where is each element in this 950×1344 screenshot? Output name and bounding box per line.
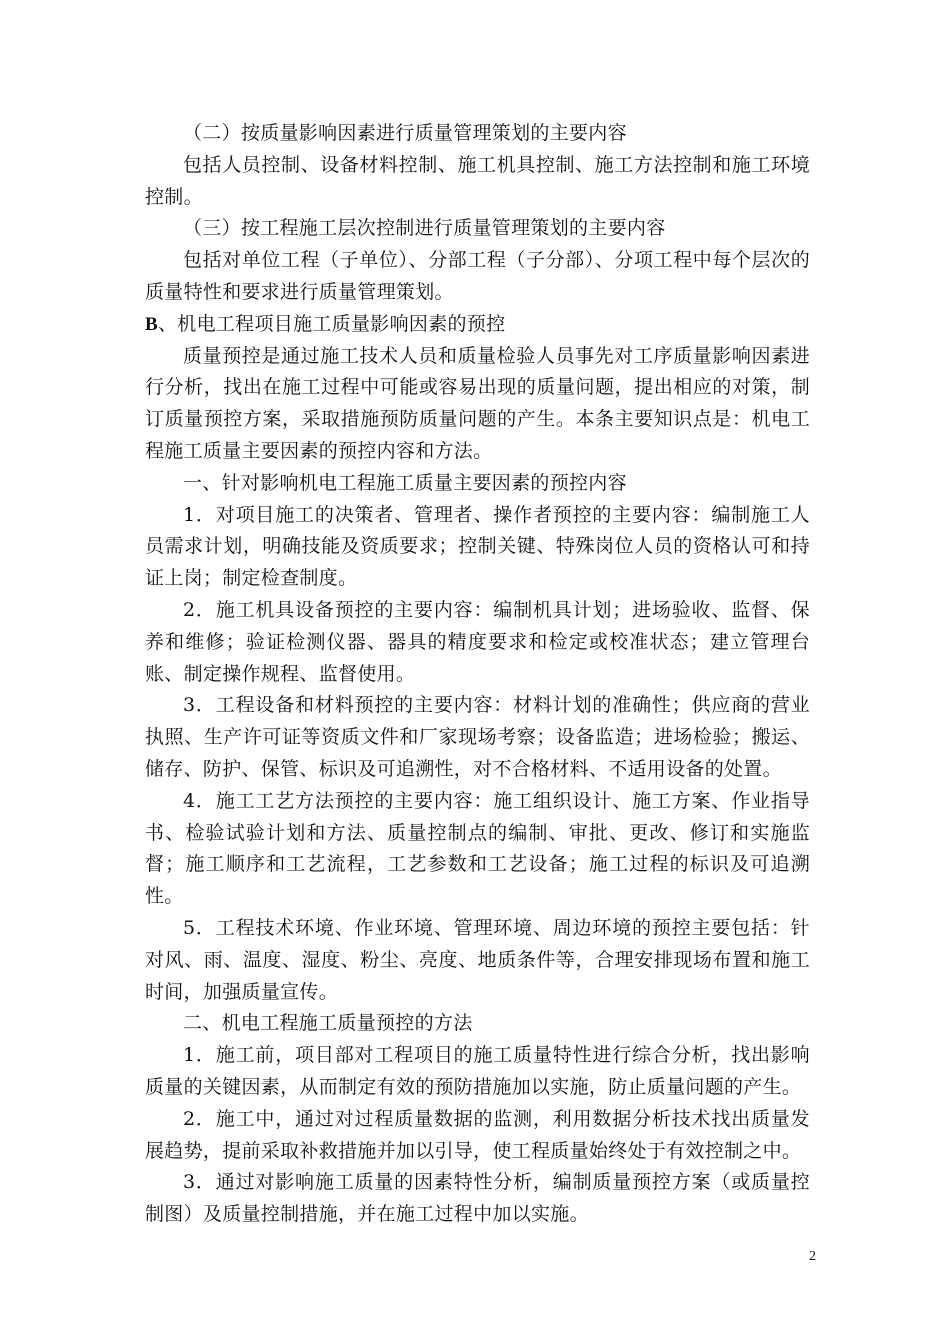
paragraph: 质量预控是通过施工技术人员和质量检验人员事先对工序质量影响因素进行分析，找出在施工过程中可能或容易出现的质量问题，提出相应的对策，制订质量预控方案，采取措施预防质量问题的产生。本条主要知识点是：机电工程施工质量主要因素的预控内容和方法。 (145, 344, 810, 462)
list-item: 2．施工中，通过对过程质量数据的监测，利用数据分析技术找出质量发展趋势，提前采取补救措施并加以引导，使工程质量始终处于有效控制之中。 (145, 1107, 810, 1162)
section-heading-b-text: 、机电工程项目施工质量影响因素的预控 (157, 312, 506, 335)
section-heading-2: （二）按质量影响因素进行质量管理策划的主要内容 (183, 122, 627, 144)
paragraph: 包括对单位工程（子单位）、分部工程（子分部）、分项工程中每个层次的质量特性和要求进行质量管理策划。 (145, 249, 810, 303)
list-item: 1．对项目施工的决策者、管理者、操作者预控的主要内容：编制施工人员需求计划，明确技能及资质要求；控制关键、特殊岗位人员的资格认可和持证上岗；制定检查制度。 (145, 503, 810, 590)
section-letter: B (145, 313, 158, 335)
list-item: 3．工程设备和材料预控的主要内容：材料计划的准确性；供应商的营业执照、生产许可证等资质文件和厂家现场考察；设备监造；进场检验；搬运、储存、防护、保管、标识及可追溯性，对不合格材料、不适用设备的处置。 (145, 694, 810, 780)
list-item: 2．施工机具设备预控的主要内容：编制机具计划；进场验收、监督、保养和维修；验证检测仪器、器具的精度要求和检定或校准状态；建立管理台账、制定操作规程、监督使用。 (145, 598, 810, 685)
document-body (145, 118, 810, 1231)
list-item: 3．通过对影响施工质量的因素特性分析，编制质量预控方案（或质量控制图）及质量控制措施，并在施工过程中加以实施。 (145, 1171, 810, 1226)
subsection-heading-1: 一、针对影响机电工程施工质量主要因素的预控内容 (183, 471, 627, 494)
list-item: 1．施工前，项目部对工程项目的施工质量特性进行综合分析，找出影响质量的关键因素，从而制定有效的预防措施加以实施，防止质量问题的产生。 (145, 1044, 810, 1098)
page-number: 2 (809, 1249, 816, 1264)
subsection-heading-2: 二、机电工程施工质量预控的方法 (183, 1012, 473, 1035)
section-heading-3: （三）按工程施工层次控制进行质量管理策划的主要内容 (183, 217, 666, 240)
section-heading-b (145, 309, 810, 341)
paragraph: 包括人员控制、设备材料控制、施工机具控制、施工方法控制和施工环境控制。 (145, 153, 810, 208)
list-item: 4．施工工艺方法预控的主要内容：施工组织设计、施工方案、作业指导书、检验试验计划和方法、质量控制点的编制、审批、更改、修订和实施监督；施工顺序和工艺流程，工艺参数和工艺设备；施工过程的标识及可追溯性。 (145, 789, 810, 908)
list-item: 5．工程技术环境、作业环境、管理环境、周边环境的预控主要包括：针对风、雨、温度、湿度、粉尘、亮度、地质条件等，合理安排现场布置和施工时间，加强质量宣传。 (145, 916, 810, 1003)
